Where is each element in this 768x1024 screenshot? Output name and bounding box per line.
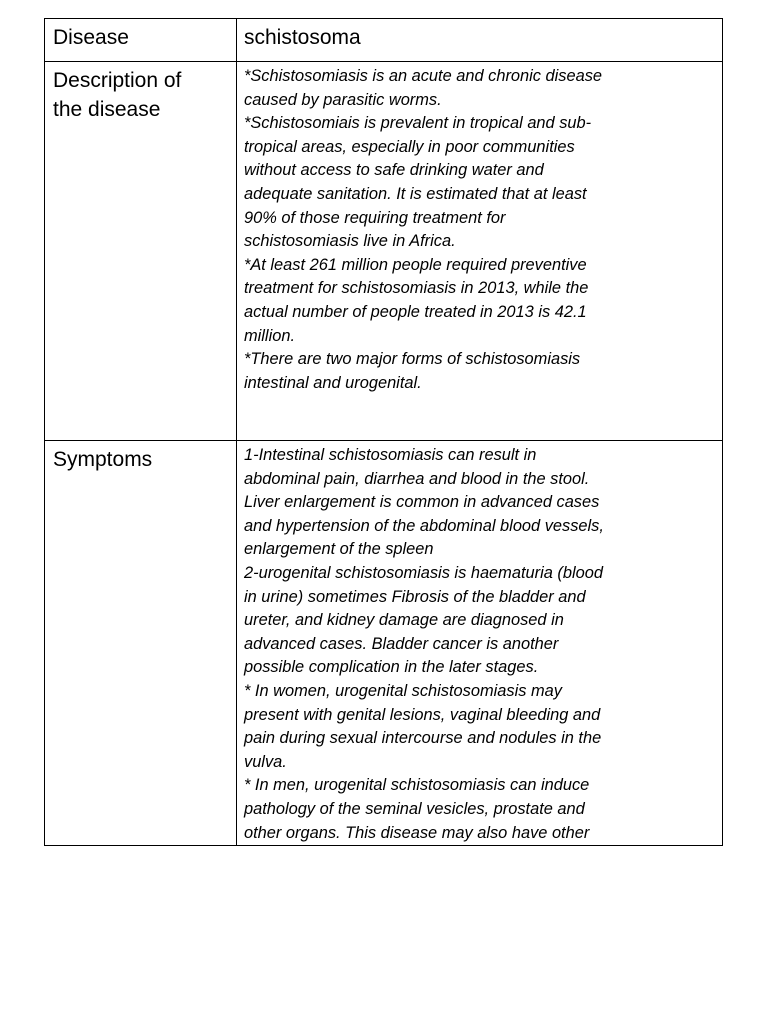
symptoms-text-line: pathology of the seminal vesicles, prostate and (244, 799, 585, 818)
symptoms-text-line: * In men, urogenital schistosomiasis can induce (244, 776, 590, 795)
header-row (45, 19, 723, 62)
description-text-line: *At least 261 million people required preventive (244, 255, 587, 274)
description-content-cell (237, 62, 723, 441)
symptoms-text-line: pain during sexual intercourse and nodules in the (244, 729, 602, 748)
symptoms-text-line: in urine) sometimes Fibrosis of the bladder and (244, 587, 586, 606)
description-text-line: tropical areas, especially in poor communities (244, 137, 575, 156)
symptoms-text-line: 2-urogenital schistosomiasis is haematuria (blood (244, 563, 603, 582)
disease-name: schistosoma (244, 26, 361, 49)
description-label-line: Description of (53, 69, 182, 92)
symptoms-content-cell (237, 441, 723, 846)
description-text-line: *Schistosomiais is prevalent in tropical and sub- (244, 114, 592, 133)
symptoms-text-line: other organs. This disease may also have other (244, 823, 590, 842)
symptoms-text-line: ureter, and kidney damage are diagnosed in (244, 611, 564, 630)
symptoms-label: Symptoms (53, 448, 153, 471)
disease-name-cell (237, 19, 723, 62)
symptoms-text-line: present with genital lesions, vaginal bleeding and (244, 705, 601, 724)
symptoms-text-line: advanced cases. Bladder cancer is another (244, 634, 559, 653)
description-text-line: 90% of those requiring treatment for (244, 208, 506, 227)
disease-label-cell (45, 19, 237, 62)
symptoms-text-line: possible complication in the later stages. (244, 658, 539, 677)
disease-label: Disease (53, 26, 129, 49)
symptoms-text-line: abdominal pain, diarrhea and blood in the stool. (244, 469, 590, 488)
description-label-line: the disease (53, 98, 161, 121)
description-text-line: treatment for schistosomiasis in 2013, while the (244, 279, 589, 298)
symptoms-text-line: and hypertension of the abdominal blood vessels, (244, 516, 604, 535)
description-text-line: without access to safe drinking water and (244, 161, 544, 180)
symptoms-text-line: 1-Intestinal schistosomiasis can result in (244, 446, 537, 464)
symptoms-text-line: vulva. (244, 752, 287, 771)
description-text-line: caused by parasitic worms. (244, 90, 442, 109)
symptoms-label-cell (45, 441, 237, 846)
description-text-line: *Schistosomiasis is an acute and chronic disease (244, 67, 603, 85)
description-text-line: *There are two major forms of schistosomiasis (244, 350, 581, 369)
symptoms-text-line: Liver enlargement is common in advanced cases (244, 493, 600, 512)
description-text-line: adequate sanitation. It is estimated that at least (244, 184, 587, 203)
description-label-cell (45, 62, 237, 441)
description-row (45, 62, 723, 441)
description-text-line: actual number of people treated in 2013 is 42.1 (244, 302, 587, 321)
symptoms-text-line: * In women, urogenital schistosomiasis may (244, 681, 562, 700)
description-text-line: intestinal and urogenital. (244, 373, 422, 392)
description-text-line: million. (244, 326, 296, 345)
description-text-line: schistosomiasis live in Africa. (244, 232, 456, 251)
disease-table (44, 18, 723, 846)
symptoms-text-line: enlargement of the spleen (244, 540, 434, 559)
symptoms-row (45, 441, 723, 846)
